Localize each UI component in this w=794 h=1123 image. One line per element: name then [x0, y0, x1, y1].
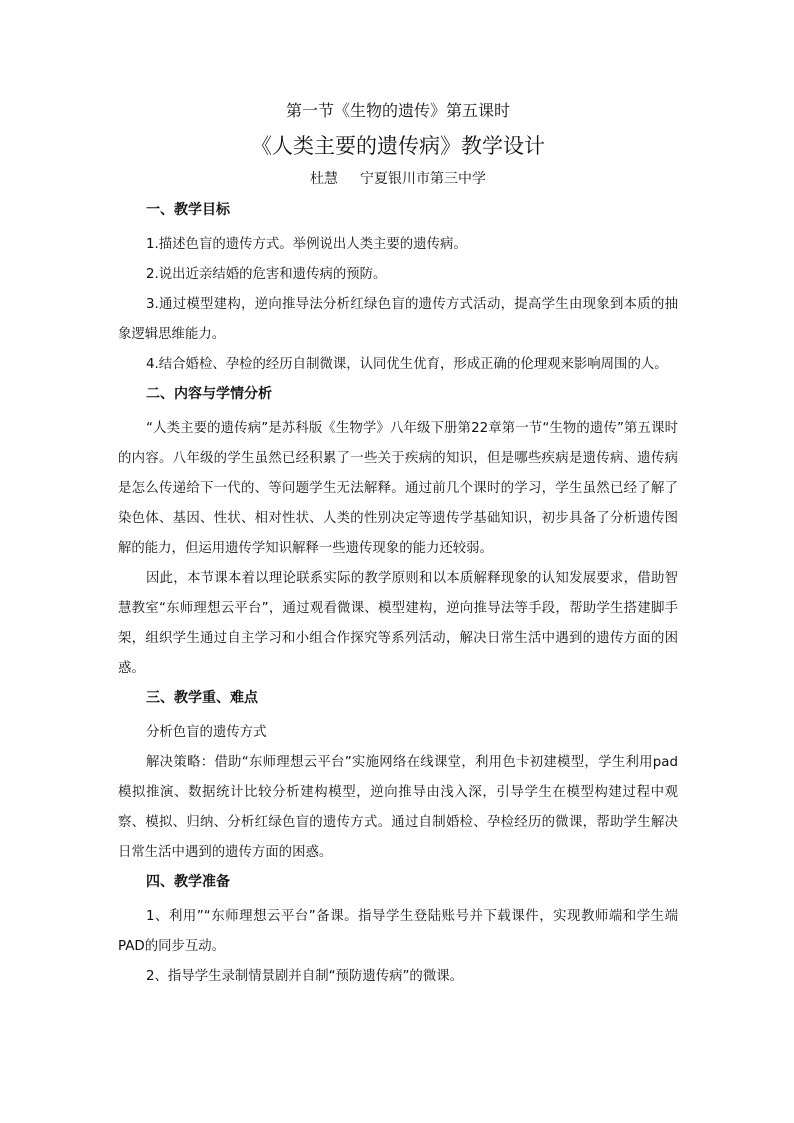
title-line-2: 《人类主要的遗传病》教学设计 [251, 134, 545, 158]
paragraph: 4.结合婚检、孕检的经历自制微课，认同优生优育，形成正确的伦理观来影响周围的人。 [146, 357, 668, 372]
section-heading: 二、内容与学情分析 [146, 386, 272, 402]
paragraph: 分析色盲的遗传方式 [146, 725, 267, 740]
paragraph: 2、指导学生录制情景剧并自制“预防遗传病”的微课。 [146, 969, 463, 984]
title-line-1: 第一节《生物的遗传》第五课时 [285, 101, 510, 120]
author-name: 杜慧 [310, 171, 338, 187]
paragraph: 2.说出近亲结婚的危害和遗传病的预防。 [146, 267, 387, 282]
section-heading: 一、教学目标 [146, 202, 230, 218]
paragraph: 3.通过模型建构，逆向推导法分析红绿色盲的遗传方式活动，提高学生由现象到本质的抽象逻辑思维能力。 [118, 297, 678, 342]
paragraph: “人类主要的遗传病”是苏科版《生物学》八年级下册第22章第一节“生物的遗传”第五课时的内容。八年级的学生虽然已经积累了一些关于疾病的知识，但是哪些疾病是遗传病、遗传病是怎么传递给下一代的、等问题学生无法解释。通过前几个课时的学习，学生虽然已经了解了染色体、基因、性状、相对性状、人类的性别决定等遗传学基础知识，初步具备了分析遗传图解的能力，但运用遗传学知识解释一些遗传现象的能力还较弱。 [118, 421, 678, 556]
paragraph: 1.描述色盲的遗传方式。举例说出人类主要的遗传病。 [146, 237, 467, 252]
section-preparation [118, 872, 678, 992]
section-heading: 四、教学准备 [146, 874, 230, 890]
paragraph: 1、利用”“东师理想云平台”备课。指导学生登陆账号并下载课件，实现教师端和学生端PAD的同步互动。 [118, 909, 678, 954]
section-key-points [118, 688, 678, 868]
author-school: 宁夏银川市第三中学 [360, 171, 486, 187]
paragraph: 因此，本节课本着以理论联系实际的教学原则和以本质解释现象的认知发展要求，借助智慧教室“东师理想云平台”，通过观看微课、模型建构，逆向推导法等手段，帮助学生搭建脚手架，组织学生通过自主学习和小组合作探究等系列活动，解决日常生活中遇到的遗传方面的困惑。 [118, 571, 678, 676]
document-page [118, 100, 678, 992]
section-objectives [118, 200, 678, 380]
section-content-analysis [118, 384, 678, 684]
author-line [118, 169, 678, 189]
section-heading: 三、教学重、难点 [146, 690, 258, 706]
paragraph: 解决策略：借助“东师理想云平台”实施网络在线课堂，利用色卡初建模型，学生利用pad模拟推演、数据统计比较分析建构模型，逆向推导由浅入深，引导学生在模型构建过程中观察、模拟、归纳、分析红绿色盲的遗传方式。通过自制婚检、孕检经历的微课，帮助学生解决日常生活中遇到的遗传方面的困惑。 [118, 755, 678, 860]
